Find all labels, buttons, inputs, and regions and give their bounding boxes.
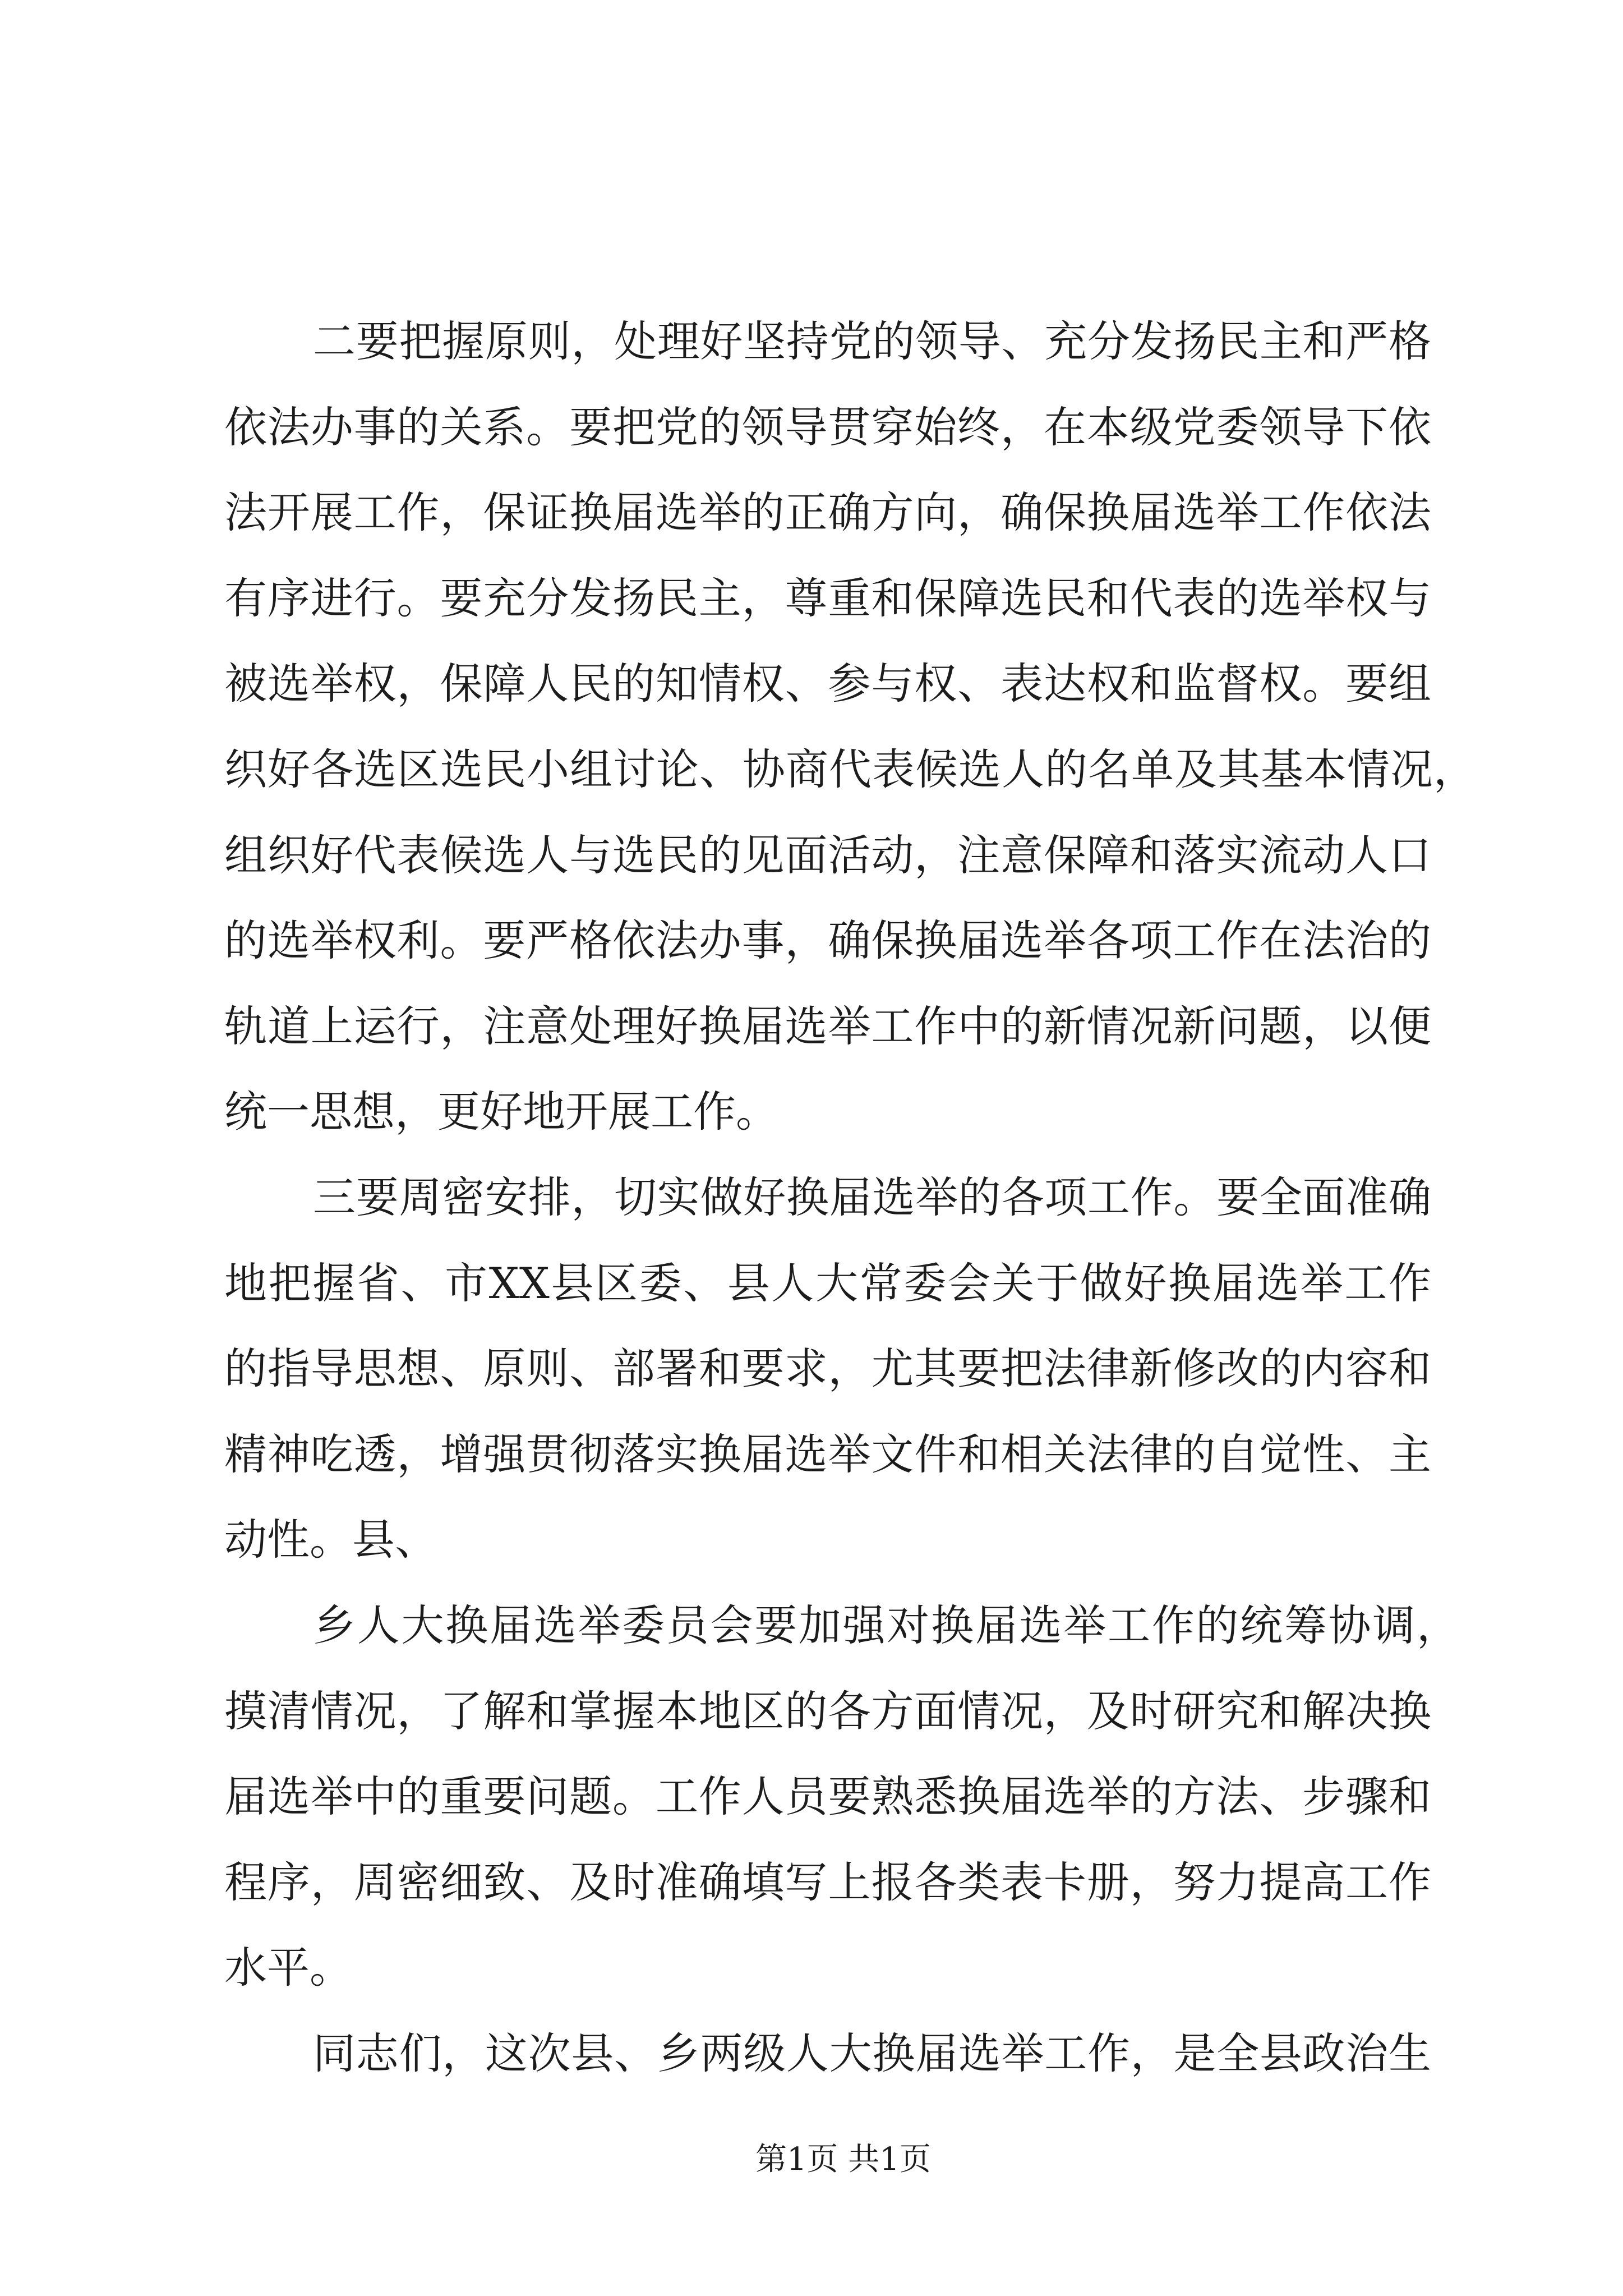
paragraph-line: 组织好代表候选人与选民的见面活动，注意保障和落实流动人口	[224, 830, 1431, 880]
paragraph-line: 法开展工作，保证换届选举的正确方向，确保换届选举工作依法	[224, 487, 1431, 538]
paragraph-line: 织好各选区选民小组讨论、协商代表候选人的名单及其基本情况，	[224, 744, 1476, 794]
paragraph	[224, 1155, 1431, 1583]
paragraph-line: 轨道上运行，注意处理好换届选举工作中的新情况新问题，以便	[224, 1001, 1431, 1051]
paragraph-line: 水平。	[224, 1943, 352, 1993]
paragraph-line: 统一思想，更好地开展工作。	[224, 1087, 778, 1137]
document-body	[224, 299, 1476, 2096]
paragraph-line: 届选举中的重要问题。工作人员要熟悉换届选举的方法、步骤和	[224, 1772, 1431, 1822]
paragraph-line: 动性。县、	[224, 1515, 437, 1565]
paragraph-line: 同志们，这次县、乡两级人大换届选举工作，是全县政治生	[313, 2028, 1431, 2078]
paragraph-line: 摸清情况，了解和掌握本地区的各方面情况，及时研究和解决换	[224, 1686, 1431, 1736]
paragraph-line: 有序进行。要充分发扬民主，尊重和保障选民和代表的选举权与	[224, 573, 1431, 623]
paragraph	[224, 1583, 1459, 2011]
paragraph-line: 乡人大换届选举委员会要加强对换届选举工作的统筹协调，	[313, 1600, 1459, 1650]
paragraph-line: 程序，周密细致、及时准确填写上报各类表卡册，努力提高工作	[224, 1857, 1431, 1907]
paragraph-line: 被选举权，保障人民的知情权、参与权、表达权和监督权。要组	[224, 659, 1431, 709]
paragraph-line: 三要周密安排，切实做好换届选举的各项工作。要全面准确	[313, 1172, 1431, 1222]
paragraph	[224, 2011, 1431, 2097]
paragraph-line: 的指导思想、原则、部署和要求，尤其要把法律新修改的内容和	[224, 1343, 1431, 1394]
paragraph-line: 依法办事的关系。要把党的领导贯穿始终，在本级党委领导下依	[224, 402, 1431, 452]
paragraph-line: 精神吃透，增强贯彻落实换届选举文件和相关法律的自觉性、主	[224, 1429, 1431, 1479]
paragraph	[224, 299, 1476, 1155]
paragraph-line: 二要把握原则，处理好坚持党的领导、充分发扬民主和严格	[313, 316, 1431, 366]
paragraph-line: 的选举权利。要严格依法办事，确保换届选举各项工作在法治的	[224, 915, 1431, 966]
paragraph-line: 地把握省、市XX县区委、县人大常委会关于做好换届选举工作	[224, 1258, 1431, 1308]
page-number-footer: 第1页 共1页	[755, 2141, 932, 2178]
